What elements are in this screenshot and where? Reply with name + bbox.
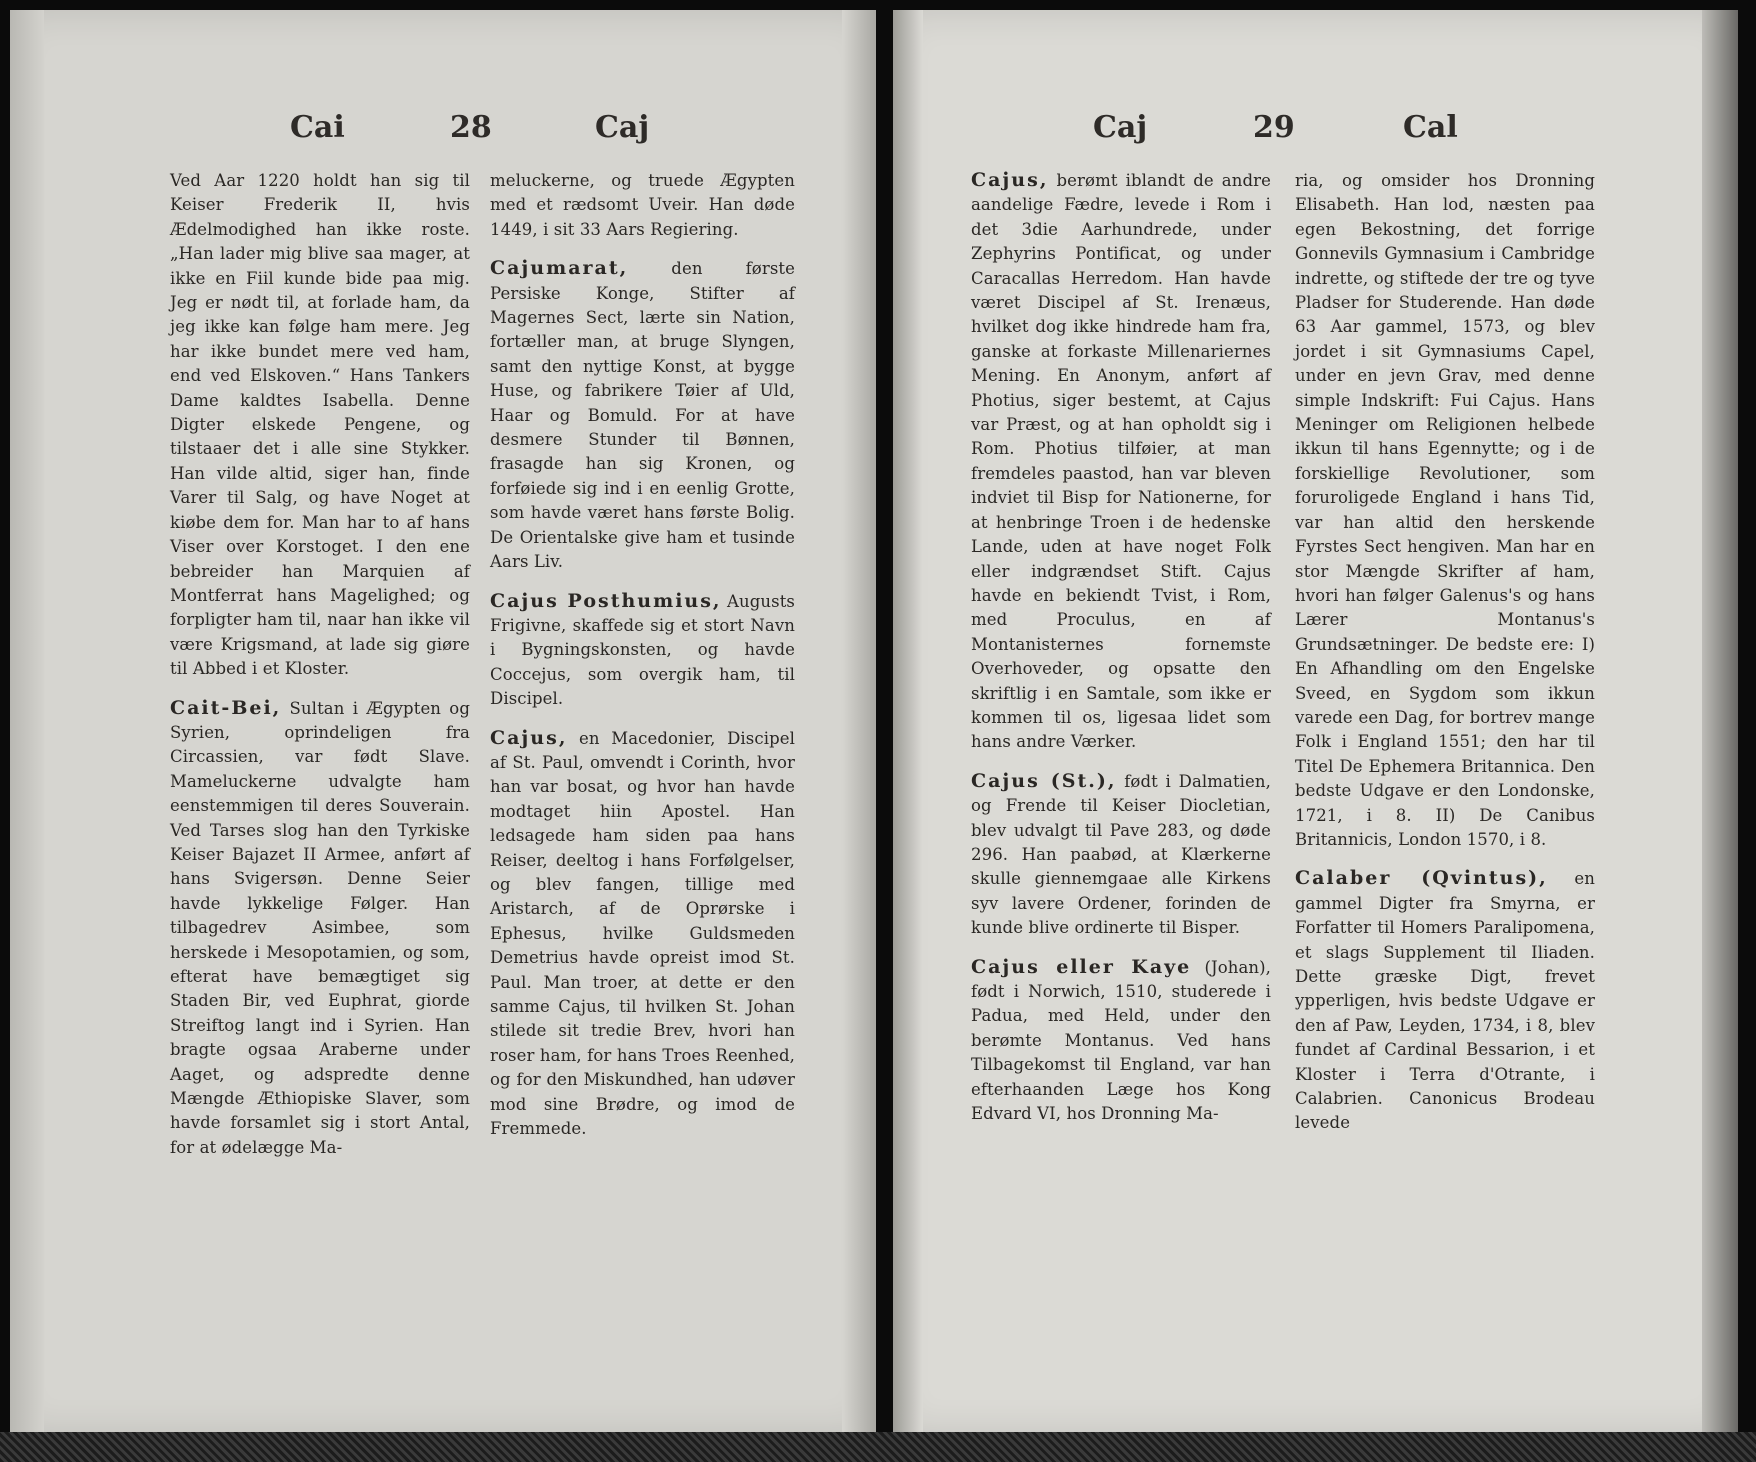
entry-paragraph: Calaber (Qvintus), en gammel Digter fra Smyrna, er Forfatter til Homers Paralipomena, et slags Supplement til Iliaden. Dette græske Digt, frevet ypperligen, hvis bedste Udgave er den af Paw, Leyden, 1734, i 8, blev fundet af Cardinal Bessarion, i et Kloster i Terra d'Otrante, i Calabrien. Canonicus Brodeau levede — [1295, 867, 1595, 1133]
gutter-shadow — [893, 10, 923, 1435]
right-column-2 — [1295, 168, 1595, 1150]
entry-paragraph: Cajus Posthumius, Augusts Frigivne, skaffede sig et stort Navn i Bygningskonsten, og havde Coccejus, som overgik ham, til Discipel. — [490, 589, 795, 709]
page-number: 28 — [450, 110, 492, 145]
page-edge — [10, 10, 44, 1435]
left-page — [10, 10, 876, 1435]
entry-paragraph: Cait-Bei, Sultan i Ægypten og Syrien, oprindeligen fra Circassien, var født Slave. Mameluckerne udvalgte ham eenstemmigen til deres Souverain. Ved Tarses slog han den Tyrkiske Keiser Bajazet II Armee, anført af hans Svigersøn. Denne Seier havde lykkelige Følger. Han tilbagedrev Asimbee, som herskede i Mesopotamien, og som, efterat have bemægtiget sig Staden Bir, ved Euphrat, giorde Streiftog langt ind i Syrien. Han bragte ogsaa Araberne under Aaget, og adspredte denne Mængde Æthiopiske Slaver, som havde forsamlet sig i stort Antal, for at ødelægge Ma- — [170, 696, 470, 1157]
entry-paragraph: Cajus, en Macedonier, Discipel af St. Paul, omvendt i Corinth, hvor han var bosat, og hvor han havde modtaget hiin Apostel. Han ledsagede ham siden paa hans Reiser, deeltog i hans Forfølgelser, og blev fangen, tillige med Aristarch, af de Oprørske i Ephesus, hvilke Guldsmeden Demetrius havde opreist imod St. Paul. Man troer, at dette er den samme Cajus, til hvilken St. Johan stilede sit tredie Brev, hvori han roser ham, for hans Troes Reenhed, og for den Miskundhed, han udøver mod sine Brødre, og imod de Fremmede. — [490, 726, 795, 1139]
entry-paragraph: Ved Aar 1220 holdt han sig til Keiser Frederik II, hvis Ædelmodighed han ikke roste. „Han lader mig blive saa mager, at ikke en Fiil kunde bide paa mig. Jeg er nødt til, at forlade ham, da jeg ikke kan følge ham mere. Jeg har ikke bundet mere ved ham, end ved Elskoven.“ Hans Tankers Dame kaldtes Isabella. Denne Digter elskede Pengene, og tilstaaer det i alle sine Stykker. Han vilde altid, siger han, finde Varer til Salg, og have Noget at kiøbe dem for. Man har to af hans Viser over Korstoget. I den ene bebreider han Marquien af Montferrat hans Magelighed; og forpligter ham til, naar han ikke vil være Krigsmand, at lade sig giøre til Abbed i et Kloster. — [170, 171, 470, 679]
entry-heading: Cajus (St.), — [971, 769, 1117, 792]
header-left-word: Caj — [1093, 110, 1148, 145]
entry-heading: Cajus, — [490, 726, 568, 749]
entry-paragraph: Cajus eller Kaye (Johan), født i Norwich, 1510, studerede i Padua, med Held, under den berømte Montanus. Ved hans Tilbagekomst til England, var han efterhaanden Læge hos Kong Edvard VI, hos Dronning Ma- — [971, 955, 1272, 1124]
entry-paragraph: ria, og omsider hos Dronning Elisabeth. Han lod, næsten paa egen Bekostning, det forrige Gonnevils Gymnasium i Cambridge indrette, og stiftede der tre og tyve Pladser for Studerende. Han døde 63 Aar gammel, 1573, og blev jordet i sit Gymnasiums Capel, under en jevn Grav, med denne simple Indskrift: Fui Cajus. Hans Meninger om Religionen helbede ikkun til hans Egennytte; og i de forskiellige Revolutioner, som foruroligede England i hans Tid, var han altid den herskende Fyrstes Sect hengiven. Man har en stor Mængde Skrifter af ham, hvori han følger Galenus's og hans Lærer Montanus's Grundsætninger. De bedste ere: I) En Afhandling om den Engelske Sveed, en Sygdom som ikkun varede een Dag, for bortrev mange Folk i England 1551; den har til Titel De Ephemera Britannica. Den bedste Udgave er den Londonske, 1721, i 8. II) De Canibus Britannicis, London 1570, i 8. — [1295, 171, 1595, 849]
running-head — [893, 110, 1738, 160]
entry-heading: Cajus, — [971, 169, 1049, 191]
entry-paragraph: Cajus, berømt iblandt de andre aandelige Fædre, levede i Rom i det 3die Aarhundrede, under Zephyrins Pontificat, og under Caracallas Herredom. Han havde været Discipel af St. Irenæus, hvilket dog ikke hindrede ham fra, ganske at forkaste Millenariernes Mening. En Anonym, anført af Photius, siger bestemt, at Cajus var Præst, og at han opholdt sig i Rom. Photius tilføier, at man fremdeles paastod, han var bleven indviet til Bisp for Nationerne, for at henbringe Troen i de hedenske Lande, uden at have noget Folk eller indgrændset Stift. Cajus havde en bekiendt Tvist, i Rom, med Proculus, en af Montanisternes fornemste Overhoveder, og opsatte den skriftlig i en Samtale, som ikke er kommen til os, ligesaa lidet som hans andre Værker. — [971, 169, 1271, 752]
background-fabric — [0, 1432, 1756, 1462]
gutter-shadow — [842, 10, 876, 1435]
left-column-1 — [170, 168, 470, 1174]
entry-paragraph: Cajus (St.), født i Dalmatien, og Frende til Keiser Diocletian, blev udvalgt til Pave 283, og døde 296. Han paabød, at Klærkerne skulle giennemgaae alle Kirkens syv lavere Ordener, forinden de kunde blive ordinerte til Bisper. — [971, 769, 1271, 938]
left-column-2 — [490, 168, 795, 1155]
right-page — [893, 10, 1738, 1435]
entry-heading: Cajus Posthumius, — [490, 589, 722, 612]
entry-heading: Cait-Bei, — [170, 696, 282, 719]
entry-heading: Calaber (Qvintus), — [1295, 867, 1548, 890]
header-right-word: Cal — [1403, 110, 1458, 145]
entry-paragraph: meluckerne, og truede Ægypten med et rædsomt Uveir. Han døde 1449, i sit 33 Aars Regiering. — [490, 171, 795, 239]
running-head — [10, 110, 876, 160]
page-number: 29 — [1253, 110, 1295, 145]
page-edge — [1702, 10, 1738, 1435]
entry-heading: Cajus eller Kaye — [971, 955, 1192, 978]
entry-heading: Cajumarat, — [490, 257, 629, 280]
right-column-1 — [971, 168, 1271, 1140]
entry-paragraph: Cajumarat, den første Persiske Konge, Stifter af Magernes Sect, lærte sin Nation, fortæller man, at bruge Slyngen, samt den nyttige Konst, at bygge Huse, og fabrikere Tøier af Uld, Haar og Bomuld. For at have desmere Stunder til Bønnen, frasagde han sig Kronen, og forføiede sig ind i en eenlig Grotte, som havde været hans første Bolig. De Orientalske give ham et tusinde Aars Liv. — [490, 257, 795, 572]
header-right-word: Caj — [595, 110, 650, 145]
header-left-word: Cai — [290, 110, 345, 145]
